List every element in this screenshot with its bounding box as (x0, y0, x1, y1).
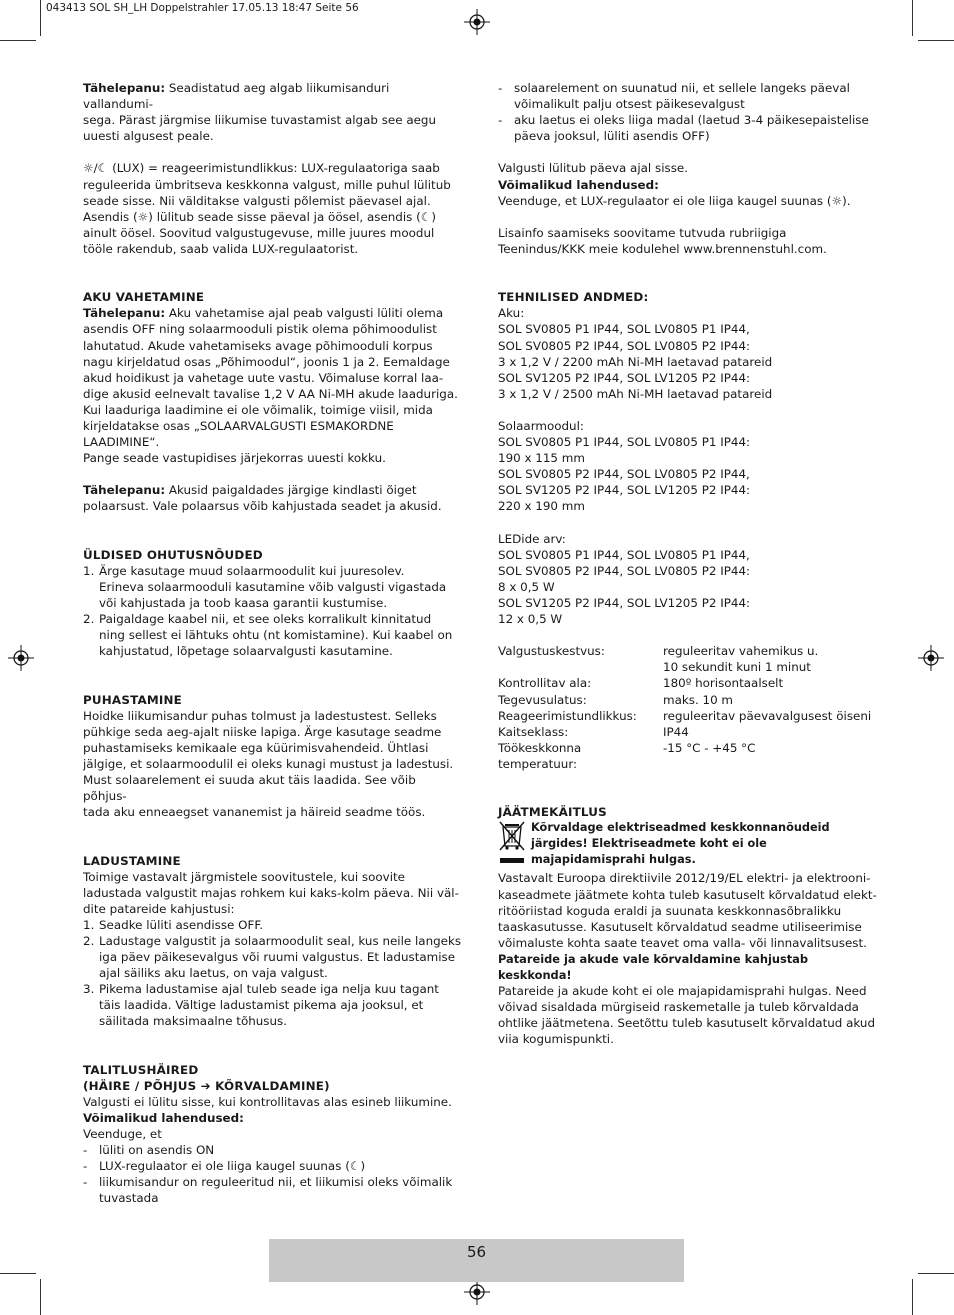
spec-value: maks. 10 m (663, 692, 734, 707)
spec-table (498, 643, 883, 772)
print-header: 043413 SOL SH_LH Doppelstrahler 17.05.13 18:47 Seite 56 (46, 2, 359, 14)
spec-label: Töökeskkonna temperatuur: (498, 740, 582, 771)
crossed-bin-icon (498, 820, 531, 870)
spec-value: 180º horisontaalselt (663, 676, 784, 691)
storage-paragraph: Toimige vastavalt järgmistele soovitustele, kui soovite ladustada valgustit majas rohkem kui kaks-kolm päeva. Nii väl- dite patareide kahjustusi: (83, 869, 459, 916)
spec-value: reguleeritav päevavalgusest öiseni (663, 708, 872, 723)
registration-mark-icon (918, 645, 944, 671)
list-item: - lüliti on asendis ON (83, 1143, 215, 1158)
section-heading-aku: AKU VAHETAMINE (83, 290, 205, 305)
page-footer (269, 1239, 684, 1282)
tech-battery: Aku: SOL SV0805 P1 IP44, SOL LV0805 P1 IP44, SOL SV0805 P2 IP44, SOL LV0805 P2 IP44: 3 x 1,2 V / 2200 mAh Ni-MH laetavad patareid SOL SV1205 P2 IP44, SOL LV1205 P2 IP44: 3 x 1,2 V / 2500 mAh Ni-MH laetavad patareid (498, 306, 773, 401)
trouble-description: Valgusti ei lülitu sisse, kui kontrollitavas alas esineb liikumine. (83, 1094, 452, 1109)
list-item: 2. Ladustage valgustit ja solaarmoodulit seal, kus neile langeks iga päev päikesevalgus või ruumi valgustus. Et ladustamise ajal säiliks aku laetus, on vaja valgust. (83, 933, 462, 981)
crop-mark (0, 40, 36, 41)
section-heading-disposal: JÄÄTMEKÄITLUS (498, 805, 607, 820)
spec-label: Tegevusulatus: (498, 692, 587, 707)
section-heading-cleaning: PUHASTAMINE (83, 692, 183, 707)
right-column (498, 80, 883, 1047)
registration-mark-icon (8, 645, 34, 671)
list-item: - solaarelement on suunatud nii, et sellele langeks päeval võimalikult palju otsest päikesevalgust (498, 81, 850, 112)
battery-warning: Patareide ja akude vale kõrvaldamine kahjustab keskkonda! (498, 951, 809, 982)
list-item: 1. Ärge kasutage muud solaarmoodulit kui juuresolev. Erineva solaarmooduli kasutamine võib valgusti vigastada või kahjustada ja toob kaasa garantii kustumise. (83, 563, 447, 610)
tech-solar-module: Solaarmoodul: SOL SV0805 P1 IP44, SOL LV0805 P1 IP44: 190 x 115 mm SOL SV0805 P2 IP44, SOL LV0805 P2 IP44, SOL SV1205 P2 IP44, SOL LV1205 P2 IP44: 220 x 190 mm (498, 418, 751, 514)
aku-warning-paragraph: Tähelepanu: Akusid paigaldades järgige kindlasti õiget polaarsust. Vale polaarsus võib kahjustada seadet ja akusid. (83, 483, 442, 514)
list-item: - liikumisandur on reguleeritud nii, et liikumisi oleks võimalik tuvastada (83, 1175, 453, 1206)
tech-led-count: LEDide arv: SOL SV0805 P1 IP44, SOL LV0805 P1 IP44, SOL SV0805 P2 IP44, SOL LV0805 P2 IP44: 8 x 0,5 W SOL SV1205 P2 IP44, SOL LV1205 P2 IP44: 12 x 0,5 W (498, 531, 751, 627)
spec-value: -15 °C - +45 °C (663, 740, 756, 755)
check-label: Veenduge, et (83, 1127, 162, 1142)
weee-paragraph: Vastavalt Euroopa direktiivile 2012/19/EL elektri- ja elektrooni- kaseadmete jäätmete kohta tuleb kasutuselt kõrvaldatud elekt- ritööriistad koguda eraldi ja suunata keskkonnasõbralikku taaskasutusse. Kasutuselt kõrvaldatud seadme utiliseerimise võimaluste kohta saate teavet oma valla- või linnavalitsusest. (498, 871, 877, 950)
registration-mark-icon (464, 9, 490, 35)
page-number: 56 (466, 1243, 487, 1261)
spec-label: Valgustuskestvus: (498, 644, 605, 659)
crop-mark (918, 1273, 954, 1274)
intro-paragraph: Tähelepanu: Seadistatud aeg algab liikumisanduri vallandumi- sega. Pärast järgmise liikumise tuvastamist algab see aegu uuesti algusest peale. (83, 81, 437, 144)
crop-mark (912, 0, 913, 36)
crop-mark (40, 1279, 41, 1315)
solutions-label: Võimalikud lahendused: (83, 1111, 244, 1125)
list-item: - LUX-regulaator ei ole liiga kaugel suunas (☾) (83, 1159, 366, 1174)
weee-warning: Kõrvaldage elektriseadmed keskkonnanõudeid järgides! Elektriseadmete koht ei ole majapidamisprahi hulgas. (531, 821, 830, 866)
crop-mark (918, 40, 954, 41)
spec-label: Reageerimistundlikkus: (498, 708, 637, 723)
day-problem: Valgusti lülitub päeva ajal sisse. (498, 161, 688, 176)
weee-notice (498, 820, 883, 870)
spec-value: reguleeritav vahemikus u. 10 sekundit kuni 1 minut (663, 644, 819, 675)
info-paragraph: Lisainfo saamiseks soovitame tutvuda rubriigiga Teenindus/KKK meie kodulehel www.brennenstuhl.com. (498, 225, 827, 256)
section-heading-safety: ÜLDISED OHUTUSNÕUDED (83, 547, 263, 562)
crop-mark (912, 1279, 913, 1315)
lux-paragraph: ☼/☾ (LUX) = reageerimistundlikkus: LUX-regulaatoriga saab reguleerida ümbritseva keskkonna valgust, mille puhul lülitub seade sisse. Nii välditakse valgusti põlemist päevasel ajal. Asendis (☼) lülitub seade sisse päeval ja öösel, asendis (☾) ainult öösel. Soovitud valgustugevuse, mille juures moodul tööle rakendub, saab valida LUX-regulaatorist. (83, 161, 451, 256)
cleaning-paragraph: Hoidke liikumisandur puhas tolmust ja ladestustest. Selleks pühkige seda aeg-ajalt niiske lapiga. Ärge kasutage seadme puhastamiseks kemikaale ega küürimisvahendeid. Ühtlasi jälgige, et solaarmoodulil ei oleks kunagi mustust ja ladestusi. Must solaarelement ei suuda akut täis laadida. See võib põhjus- tada aku enneaegset vananemist ja häireid seadme töös. (83, 708, 454, 820)
spec-label: Kaitseklass: (498, 724, 569, 739)
section-heading-troubleshooting: TALITLUSHÄIRED (83, 1062, 199, 1077)
crop-mark (40, 0, 41, 36)
list-item: 2. Paigaldage kaabel nii, et see oleks korralikult kinnitatud ning sellest ei lähtuks ohtu (nt komistamine). Kui kaabel on kahjustatud, lõpetage solaarvalgusti kasutamine. (83, 612, 453, 659)
day-solution: Veenduge, et LUX-regulaator ei ole liiga kaugel suunas (☼). (498, 193, 851, 208)
section-heading-storage: LADUSTAMINE (83, 853, 181, 868)
list-item: - aku laetus ei oleks liiga madal (laetud 3-4 päikesepaistelise päeva jooksul, lüliti asendis OFF) (498, 113, 869, 144)
spec-value: IP44 (663, 724, 689, 739)
aku-paragraph: Tähelepanu: Aku vahetamise ajal peab valgusti lüliti olema asendis OFF ning solaarmooduli pistik olema põhimoodulist lahutatud. Akude vahetamiseks avage põhimooduli korpus nagu kirjeldatud osas „Põhimoodul“, joonis 1 ja 2. Eemaldage akud hoidikust ja vahetage uute vastu. Võimaluse korral laa- dige akusid eelnevalt tavalise 1,2 V AA Ni-MH akude laaduriga. Kui laaduriga laadimine ei ole võimalik, toimige viisil, mida kirjeldatakse osas „SOLAARVALGUSTI ESMAKORDNE LAADIMINE“. Pange seade vastupidises järjekorras uuesti kokku. (83, 306, 458, 466)
spec-label: Kontrollitav ala: (498, 676, 592, 691)
battery-paragraph: Patareide ja akude koht ei ole majapidamisprahi hulgas. Need võivad sisaldada mürgiseid raskemetalle ja tuleb kõrvaldada ohtlike jäätmetena. Seetõttu tuleb kasutuselt kõrvaldatud akud viia kogumispunkti. (498, 984, 875, 1047)
list-item: 1. Seadke lüliti asendisse OFF. (83, 917, 264, 932)
section-heading-technical: TEHNILISED ANDMED: (498, 290, 649, 305)
troubleshooting-subheading: (HÄIRE / PÕHJUS ➔ KÕRVALDAMINE) (83, 1078, 330, 1093)
crop-mark (0, 1273, 36, 1274)
list-item: 3. Pikema ladustamise ajal tuleb seade iga nelja kuu tagant täis laadida. Vältige ladustamist pikema aja jooksul, et säilitada maksimaalne tõhusus. (83, 982, 439, 1029)
registration-mark-icon (464, 1279, 490, 1305)
left-column (83, 80, 463, 1207)
solutions-label: Võimalikud lahendused: (498, 177, 659, 192)
